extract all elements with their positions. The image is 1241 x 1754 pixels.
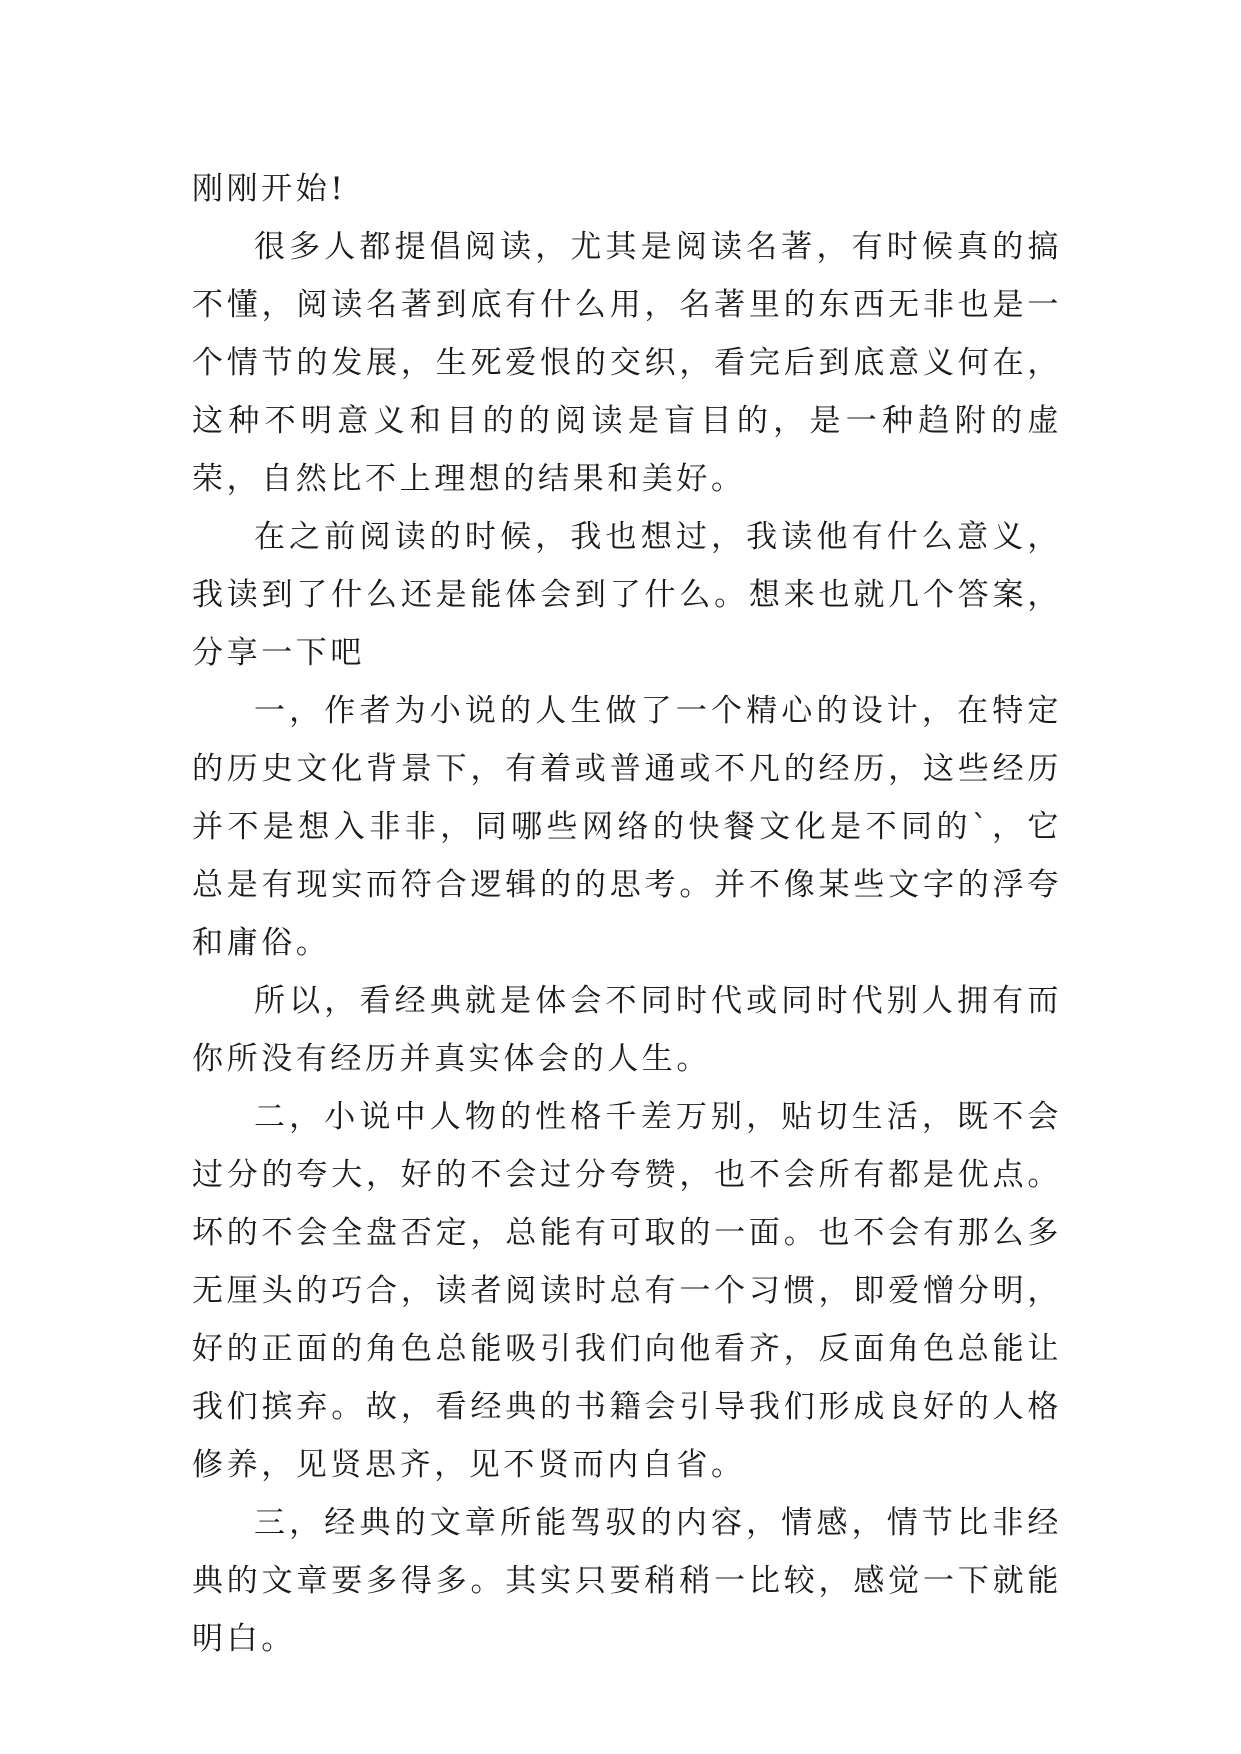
paragraph-reading-classics: 很多人都提倡阅读，尤其是阅读名著，有时候真的搞不懂，阅读名著到底有什么用，名著里的东西无非也是一个情节的发展，生死爱恨的交织，看完后到底意义何在，这种不明意义和目的的阅读是盲目的，是一种趋附的虚荣，自然比不上理想的结果和美好。 xyxy=(192,229,1062,497)
paragraph-point-one-conclusion: 所以，看经典就是体会不同时代或同时代别人拥有而你所没有经历并真实体会的人生。 xyxy=(192,983,1062,1077)
paragraph-point-one: 一，作者为小说的人生做了一个精心的设计，在特定的历史文化背景下，有着或普通或不凡的经历，这些经历并不是想入非非，同哪些网络的快餐文化是不同的`，它总是有现实而符合逻辑的的思考。并不像某些文字的浮夸和庸俗。 xyxy=(192,693,1062,961)
paragraph-continuation: 刚刚开始! xyxy=(192,171,347,207)
paragraph-point-two: 二，小说中人物的性格千差万别，贴切生活，既不会过分的夸大，好的不会过分夸赞，也不会所有都是优点。坏的不会全盘否定，总能有可取的一面。也不会有那么多无厘头的巧合，读者阅读时总有一个习惯，即爱憎分明，好的正面的角色总能吸引我们向他看齐，反面角色总能让我们摈弃。故，看经典的书籍会引导我们形成良好的人格修养，见贤思齐，见不贤而内自省。 xyxy=(192,1099,1062,1483)
document-page xyxy=(192,160,1062,1668)
paragraph-previous-reading: 在之前阅读的时候，我也想过，我读他有什么意义，我读到了什么还是能体会到了什么。想来也就几个答案，分享一下吧 xyxy=(192,519,1062,671)
paragraph-point-three: 三，经典的文章所能驾驭的内容，情感，情节比非经典的文章要多得多。其实只要稍稍一比较，感觉一下就能明白。 xyxy=(192,1505,1062,1657)
